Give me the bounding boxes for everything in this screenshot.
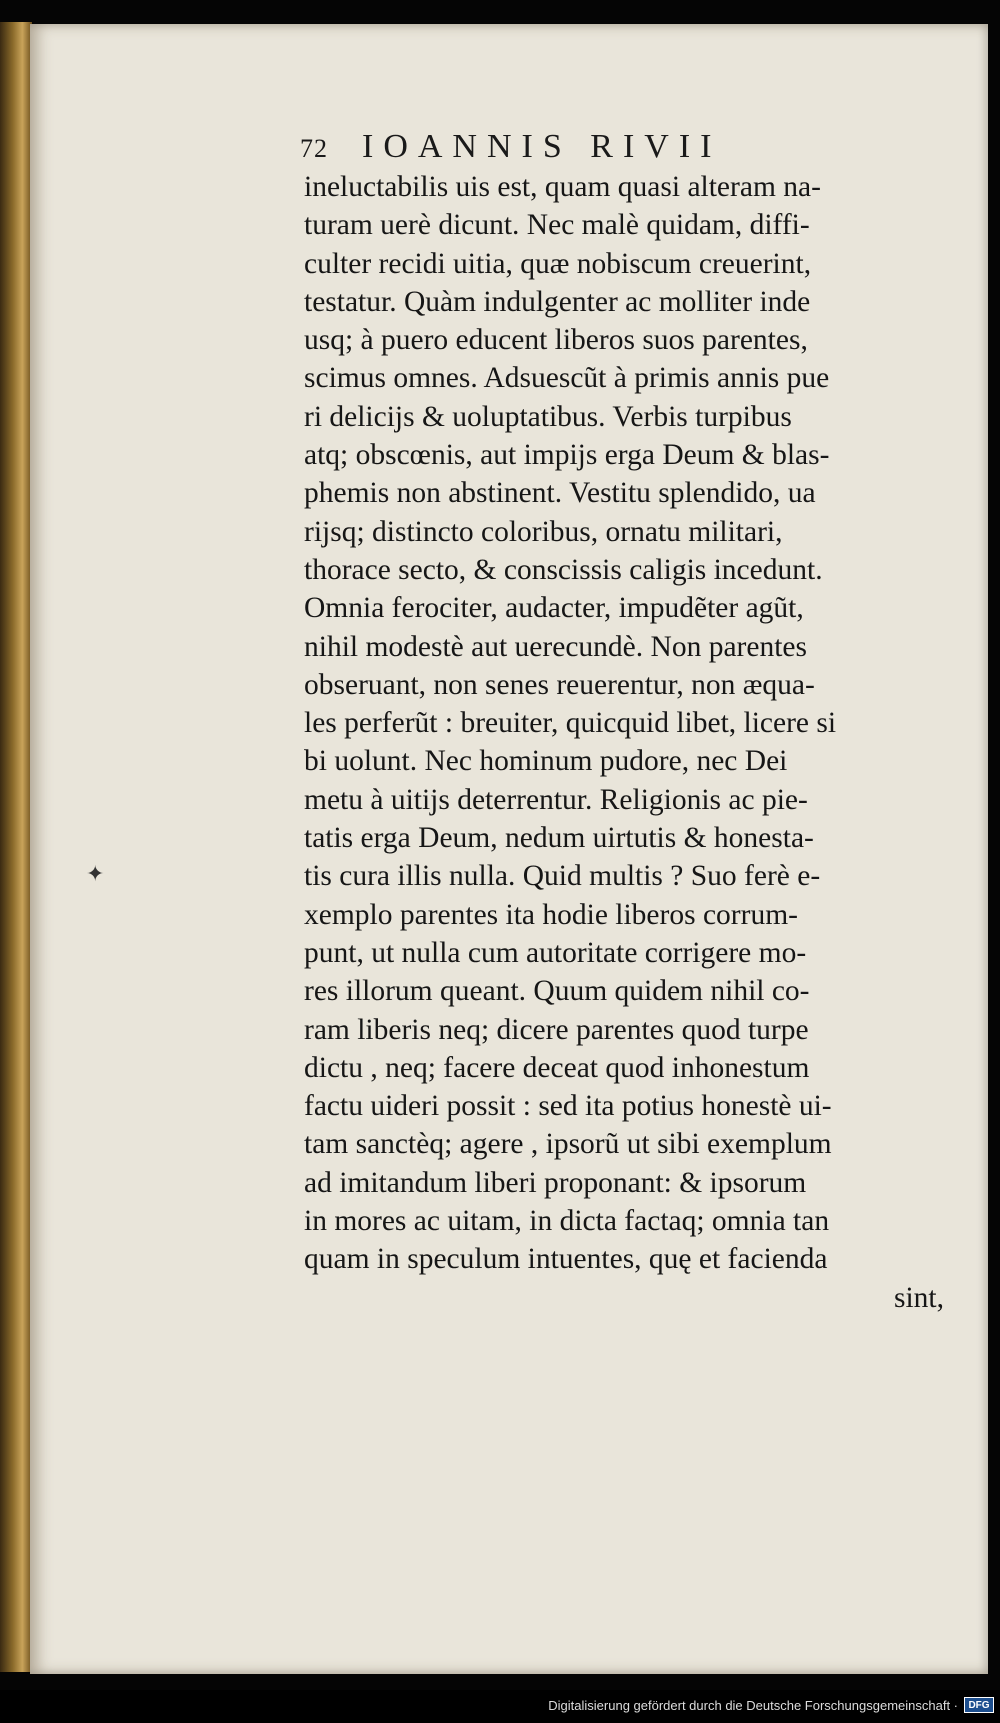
text-line: punt, ut nulla cum autoritate corrigere mo-	[304, 936, 807, 969]
text-line: ad imitandum liberi proponant: & ipsorum	[304, 1166, 807, 1199]
body-text	[304, 168, 944, 1317]
text-line: quam in speculum intuentes, quę et facienda	[304, 1243, 828, 1276]
text-line: phemis non abstinent. Vestitu splendido, ua	[304, 477, 816, 510]
text-line: tis cura illis nulla. Quid multis ? Suo ferè e-	[304, 860, 821, 893]
running-header	[300, 128, 860, 166]
margin-mark-icon: ✦	[86, 862, 105, 887]
text-line: les perferũt : breuiter, quicquid libet, licere si	[304, 707, 837, 740]
text-line: culter recidi uitia, quæ nobiscum creuerint,	[304, 247, 812, 280]
page-number: 72	[300, 134, 328, 163]
text-line: ineluctabilis uis est, quam quasi alteram na-	[304, 171, 821, 203]
text-line: usq; à puero educent liberos suos parentes,	[304, 324, 808, 357]
text-line: tam sanctèq; agere , ipsorũ ut sibi exemplum	[304, 1128, 832, 1161]
text-line: metu à uitijs deterrentur. Religionis ac pie-	[304, 783, 808, 816]
text-line: ram liberis neq; dicere parentes quod turpe	[304, 1013, 809, 1046]
text-line: ri delicijs & uoluptatibus. Verbis turpibus	[304, 400, 792, 433]
dfg-logo-icon: DFG	[964, 1697, 994, 1713]
book-spine	[0, 22, 32, 1672]
digitization-credit: Digitalisierung gefördert durch die Deutsche Forschungsgemeinschaft ·	[548, 1698, 958, 1713]
catchword: sint,	[894, 1281, 944, 1314]
text-line: Omnia ferociter, audacter, impudẽter agũt,	[304, 592, 804, 625]
text-line: res illorum queant. Quum quidem nihil co-	[304, 975, 810, 1008]
running-title: IOANNIS RIVII	[362, 128, 722, 165]
text-line: in mores ac uitam, in dicta factaq; omnia tan	[304, 1205, 830, 1238]
text-line: tatis erga Deum, nedum uirtutis & honesta-	[304, 822, 814, 855]
text-line: atq; obscœnis, aut impijs erga Deum & blas-	[304, 439, 830, 472]
text-line: testatur. Quàm indulgenter ac molliter inde	[304, 285, 811, 318]
text-line: rijsq; distincto coloribus, ornatu militari,	[304, 515, 783, 548]
text-line: thorace secto, & conscissis caligis incedunt.	[304, 553, 823, 586]
text-line: factu uideri possit : sed ita potius honestè ui-	[304, 1090, 832, 1123]
text-line: xemplo parentes ita hodie liberos corrum-	[304, 898, 798, 931]
text-line: scimus omnes. Adsuescũt à primis annis pue	[304, 362, 830, 395]
text-line: bi uolunt. Nec hominum pudore, nec Dei	[304, 745, 788, 778]
text-line: dictu , neq; facere deceat quod inhonestum	[304, 1051, 810, 1084]
footer-bar	[0, 1690, 1000, 1723]
text-line: obseruant, non senes reuerentur, non æqua-	[304, 668, 815, 701]
text-line: nihil modestè aut uerecundè. Non parentes	[304, 630, 807, 663]
text-line: turam uerè dicunt. Nec malè quidam, diffi-	[304, 209, 810, 242]
